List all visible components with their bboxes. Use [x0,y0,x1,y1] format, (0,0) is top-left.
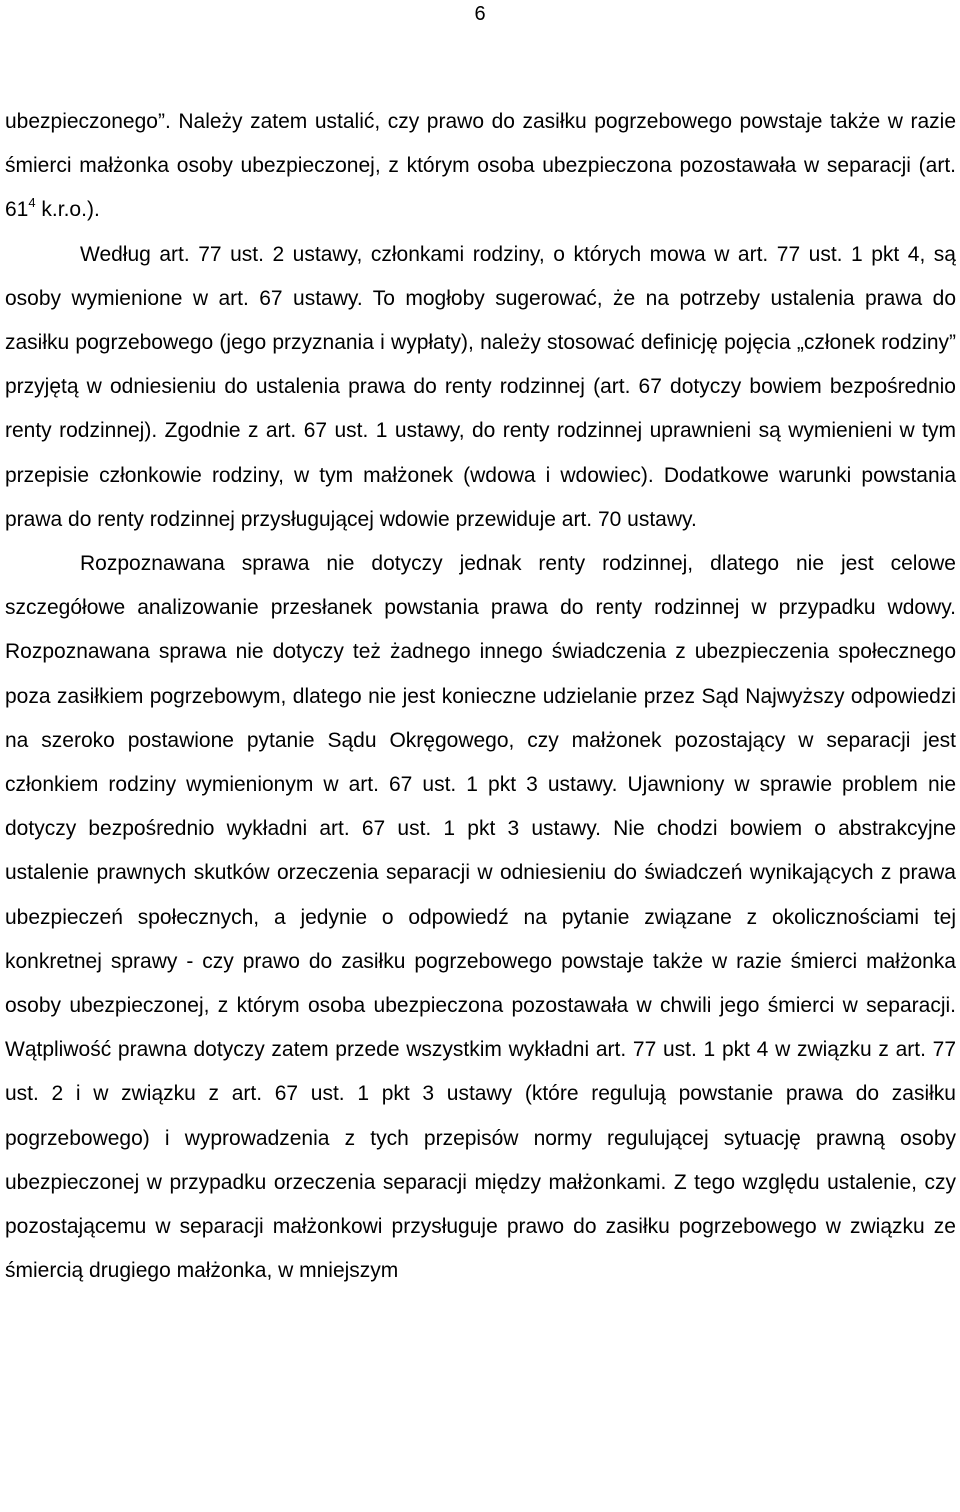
document-body [5,100,956,1293]
paragraph-3: Rozpoznawana sprawa nie dotyczy jednak renty rodzinnej, dlatego nie jest celowe szczegółowe analizowanie przesłanek powstania prawa do renty rodzinnej w przypadku wdowy. Rozpoznawana sprawa nie dotyczy też żadnego innego świadczenia z ubezpieczenia społecznego poza zasiłkiem pogrzebowym, dlatego nie jest konieczne udzielanie przez Sąd Najwyższy odpowiedzi na szeroko postawione pytanie Sądu Okręgowego, czy małżonek pozostający w separacji jest członkiem rodziny wymienionym w art. 67 ust. 1 pkt 3 ustawy. Ujawniony w sprawie problem nie dotyczy bezpośrednio wykładni art. 67 ust. 1 pkt 3 ustawy. Nie chodzi bowiem o abstrakcyjne ustalenie prawnych skutków orzeczenia separacji w odniesieniu do świadczeń wynikających z prawa ubezpieczeń społecznych, a jedynie o odpowiedź na pytanie związane z okolicznościami tej konkretnej sprawy - czy prawo do zasiłku pogrzebowego powstaje także w razie śmierci małżonka osoby ubezpieczonej, z którym osoba ubezpieczona pozostawała w chwili jego śmierci w separacji. Wątpliwość prawna dotyczy zatem przede wszystkim wykładni art. 77 ust. 1 pkt 4 w związku z art. 77 ust. 2 i w związku z art. 67 ust. 1 pkt 3 ustawy (które regulują powstanie prawa do zasiłku pogrzebowego) i wyprowadzenia z tych przepisów normy regulującej sytuację prawną osoby ubezpieczonej w przypadku orzeczenia separacji między małżonkami. Z tego względu ustalenie, czy pozostającemu w separacji małżonkowi przysługuje prawo do zasiłku pogrzebowego w związku ze śmiercią drugiego małżonka, w mniejszym [5,552,956,1283]
paragraph-2: Według art. 77 ust. 2 ustawy, członkami rodziny, o których mowa w art. 77 ust. 1 pkt 4, są osoby wymienione w art. 67 ustawy. To mogłoby sugerować, że na potrzeby ustalenia prawa do zasiłku pogrzebowego (jego przyznania i wypłaty), należy stosować definicję pojęcia „członek rodziny” przyjętą w odniesieniu do ustalenia prawa do renty rodzinnej (art. 67 dotyczy bowiem bezpośrednio renty rodzinnej). Zgodnie z art. 67 ust. 1 ustawy, do renty rodzinnej uprawnieni są wymienieni w tym przepisie członkowie rodziny, w tym małżonek (wdowa i wdowiec). Dodatkowe warunki powstania prawa do renty rodzinnej przysługującej wdowie przewiduje art. 70 ustawy. [5,242,956,531]
paragraph-1-text-end: k.r.o.). [35,198,100,222]
page-number: 6 [474,3,486,25]
paragraph-1 [5,100,956,233]
paragraph-1-text: ubezpieczonego”. Należy zatem ustalić, czy prawo do zasiłku pogrzebowego powstaje także w razie śmierci małżonka osoby ubezpieczonej, z którym osoba ubezpieczona pozostawała w separacji (art. 61 [5,110,956,222]
superscript: 4 [28,195,36,211]
